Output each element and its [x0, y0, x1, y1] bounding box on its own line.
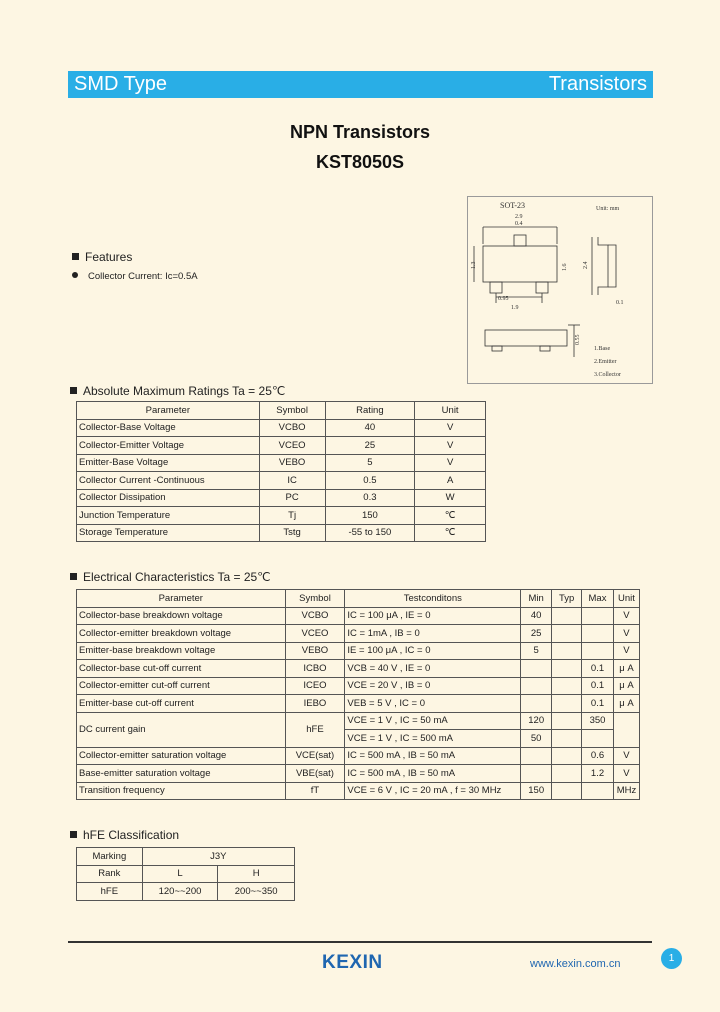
dim-label: 2.4: [583, 261, 589, 269]
square-bullet-icon: [70, 573, 77, 580]
elec-heading: Electrical Characteristics Ta = 25℃: [70, 570, 271, 584]
bullet-icon: [72, 272, 78, 278]
dim-label: 0.95: [498, 296, 509, 302]
abs-max-heading: Absolute Maximum Ratings Ta = 25℃: [70, 384, 285, 398]
table-row: VCE = 1 V , IC = 500 mA 50: [77, 730, 640, 748]
table-row: Emitter-base breakdown voltage VEBO IE = 100 μA , IC = 0 5 V: [77, 642, 640, 660]
dim-label: 1.3: [471, 261, 477, 269]
pin-label: 1.Base: [594, 346, 611, 352]
footer-divider: [68, 941, 652, 943]
side-view: [598, 237, 608, 295]
dim-label: 0.4: [515, 221, 523, 227]
table-header-row: Parameter Symbol Rating Unit: [77, 402, 486, 420]
table-row: Collector-emitter breakdown voltage VCEO IC = 1mA , IB = 0 25 V: [77, 625, 640, 643]
unit-label: Unit: mm: [596, 206, 620, 212]
square-bullet-icon: [70, 831, 77, 838]
table-row: Rank L H: [77, 865, 295, 883]
hfe-table: [76, 847, 295, 901]
table-row: Base-emitter saturation voltage VBE(sat) IC = 500 mA , IB = 50 mA 1.2 V: [77, 765, 640, 783]
square-bullet-icon: [72, 253, 79, 260]
website-link[interactable]: www.kexin.com.cn: [530, 958, 621, 970]
pin-label: 2.Emitter: [594, 359, 617, 365]
package-drawing: [467, 196, 653, 384]
square-bullet-icon: [70, 387, 77, 394]
table-row: hFE 120~~200 200~~350: [77, 883, 295, 901]
pin-1: [490, 282, 502, 293]
dim-label: 0.55: [575, 334, 581, 345]
pin-label: 3.Collector: [594, 372, 621, 378]
part-number: KST8050S: [315, 152, 405, 172]
front-view-body: [485, 330, 567, 346]
elec-table: [76, 589, 640, 800]
table-row: DC current gain hFE VCE = 1 V , IC = 50 mA 120 350: [77, 712, 640, 730]
package-name: SOT-23: [500, 201, 526, 210]
table-row: Collector-base breakdown voltage VCBO IC = 100 μA , IE = 0 40 V: [77, 607, 640, 625]
dim-label: 1.9: [511, 305, 519, 311]
doc-category: SMD Type: [74, 73, 167, 95]
table-row: Junction Temperature Tj 150 ℃: [77, 507, 486, 525]
top-view-body: [483, 246, 557, 282]
doc-type: Transistors: [548, 73, 647, 95]
company-logo: KEXIN: [322, 952, 383, 973]
table-row: Collector-Emitter Voltage VCEO 25 V: [77, 437, 486, 455]
dim-label: 0.1: [616, 300, 624, 306]
dim-label: 2.9: [515, 214, 523, 220]
table-row: Storage Temperature Tstg -55 to 150 ℃: [77, 524, 486, 542]
table-row: Transition frequency fT VCE = 6 V , IC = 20 mA , f = 30 MHz 150 MHz: [77, 782, 640, 800]
table-row: Collector Current -Continuous IC 0.5 A: [77, 472, 486, 490]
table-row: Collector-Base Voltage VCBO 40 V: [77, 419, 486, 437]
features-heading: Features: [72, 250, 132, 264]
page-number: 1: [661, 948, 682, 969]
feature-item: Collector Current: Ic=0.5A: [72, 271, 198, 282]
table-row: Emitter-base cut-off current IEBO VEB = 5 V , IC = 0 0.1 μ A: [77, 695, 640, 713]
page-title: NPN Transistors: [289, 122, 431, 142]
pin-3: [514, 235, 526, 246]
table-row: Collector-emitter cut-off current ICEO VCE = 20 V , IB = 0 0.1 μ A: [77, 677, 640, 695]
table-row: Collector Dissipation PC 0.3 W: [77, 489, 486, 507]
table-header-row: Parameter Symbol Testconditons Min Typ Max Unit: [77, 590, 640, 608]
table-row: Marking J3Y: [77, 848, 295, 866]
table-row: Emitter-Base Voltage VEBO 5 V: [77, 454, 486, 472]
table-row: Collector-emitter saturation voltage VCE(sat) IC = 500 mA , IB = 50 mA 0.6 V: [77, 747, 640, 765]
hfe-heading: hFE Classification: [70, 828, 179, 842]
table-row: Collector-base cut-off current ICBO VCB = 40 V , IE = 0 0.1 μ A: [77, 660, 640, 678]
dim-label: 1.6: [562, 263, 568, 271]
abs-max-table: [76, 401, 486, 542]
header-banner: [68, 71, 653, 98]
pin-2: [536, 282, 548, 293]
